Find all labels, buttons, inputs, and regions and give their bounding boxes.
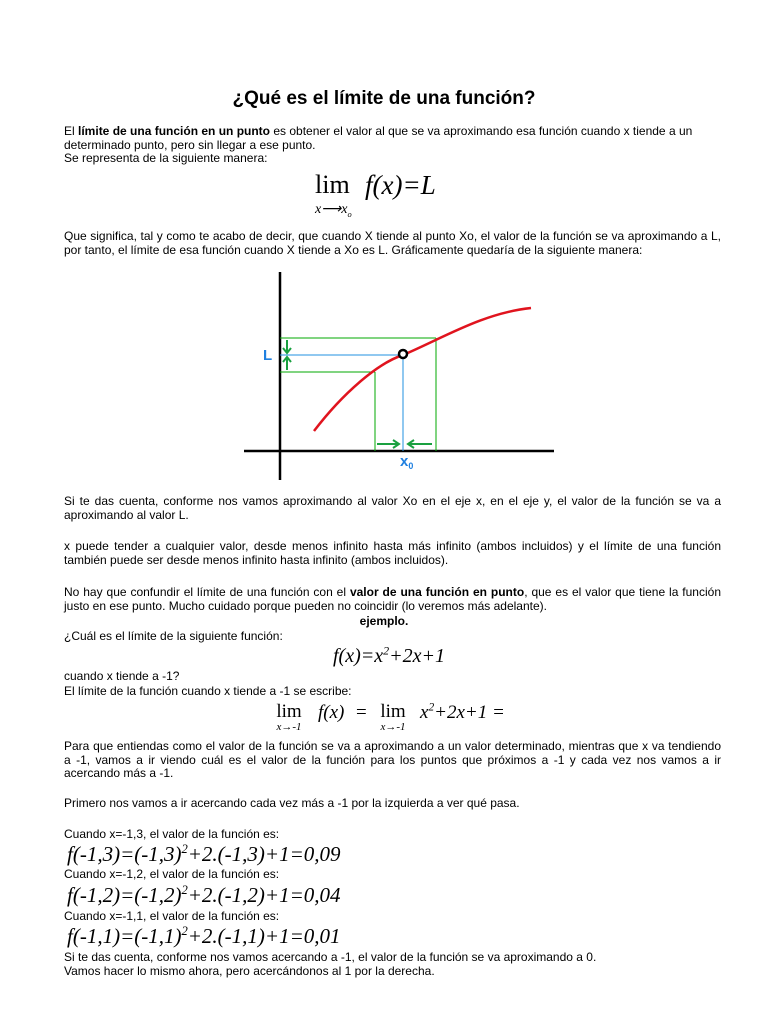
case-1-exp: 2 [181,842,188,856]
lim-subscript [315,201,352,218]
case-1-label: Cuando x=-1,3, el valor de la función es: [64,827,280,841]
poly-a: x [420,702,429,723]
lim-word: lim [315,170,350,199]
warning-post: , que es el valor que tiene la función justo en ese punto. Mucho cuidado porque pueden no coincidir (lo veremos más adelante). [64,585,721,613]
approach-explanation: Para que entiendas como el valor de la función se va a aproximando a un valor determinado, mientras que x va tendiendo a -1, vamos a ir viendo cuál es el valor de la función para los puntos que próximos a -1 y cada vez nos vamos a ir acercando más a -1. [64,739,721,780]
case-3-exp: 2 [181,924,188,938]
question-line: ¿Cuál es el límite de la siguiente función: [64,629,283,643]
case-2-a: f(-1,2)=(-1,2) [67,883,182,907]
sub-arrow: ⟶ [321,202,342,217]
approach-paragraph: Si te das cuenta, conforme nos vamos aproximando al valor Xo en el eje x, en el eje y, el valor de la función se va a aproximando al valor L. [64,494,721,522]
warning-bold: valor de una función en punto [349,585,525,599]
case-1-formula [67,842,341,867]
lim-left-word: lim [276,701,302,722]
case-2-exp: 2 [181,883,188,897]
x0-arrows [377,440,432,448]
poly-exp: 2 [428,701,435,714]
lim-eq: = [356,702,367,723]
example-heading: ejemplo. [359,614,409,628]
case-3-formula [67,924,341,949]
left-approach-line: Primero nos vamos a ir acercando cada vez más a -1 por la izquierda a ver qué pasa. [64,796,520,810]
meaning-paragraph: Que significa, tal y como te acabo de decir, que cuando X tiende al punto Xo, el valor de la función se va aproximando a L, por tanto, el límite de esa función cuando X tiende a Xo es L. Gráficamente quedaría de la siguiente manera: [64,229,721,257]
lim-right [376,702,410,733]
label-x: x [400,453,409,470]
infinity-paragraph: x puede tender a cualquier valor, desde menos infinito hasta más infinito (ambos incluidos) y el límite de una función también puede ser desde menos infinito hasta infinito (ambos incluidos). [64,539,721,567]
right-approach-line: Vamos hacer lo mismo ahora, pero acercándonos al 1 por la derecha. [64,964,435,978]
limit-example-formula [272,702,532,738]
intro-paragraph [64,125,721,166]
warning-pre: No hay que confundir el límite de una función con el [64,585,350,599]
case-2-label: Cuando x=-1,2, el valor de la función es: [64,867,280,881]
case-3-a: f(-1,1)=(-1,1) [67,924,182,948]
tends-line: cuando x tiende a -1? [64,669,180,683]
page-title: ¿Qué es el límite de una función? [232,88,536,109]
limit-expression: f(x)=L [365,170,436,200]
limit-graph [238,268,558,480]
written-line: El límite de la función cuando x tiende a -1 se escribe: [64,684,352,698]
case-3-b: +2.(-1,1)+1=0,01 [187,924,341,948]
poly-b: +2x+1 = [434,702,505,723]
warning-paragraph [64,586,721,613]
function-definition [333,645,445,668]
representation-line: Se representa de la siguiente manera: [64,151,268,165]
label-L: L [263,347,273,364]
lim-poly [420,702,505,724]
sub-x: x [315,202,322,217]
func-exp: 2 [383,643,390,658]
function-curve [314,308,531,431]
lim-left-sub: x→-1 [276,721,302,733]
case-2-formula [67,883,341,908]
intro-text-post: es obtener el valor al que se va aproximando esa función cuando x tiende a un determinado punto, pero sin llegar a ese punto. [64,124,693,152]
case-3-label: Cuando x=-1,1, el valor de la función es: [64,909,280,923]
lim-right-word: lim [380,701,406,722]
limit-definition-formula [315,170,495,220]
lim-fx: f(x) [318,702,345,723]
func-lhs: f(x)=x [333,645,384,667]
hollow-point [399,350,407,358]
conclusion-line: Si te das cuenta, conforme nos vamos acercando a -1, el valor de la función se va aproximando a 0. [64,950,597,964]
label-x0 [400,453,413,471]
sub-x0: x [341,202,348,217]
case-2-b: +2.(-1,2)+1=0,04 [187,883,341,907]
sub-o: o [347,209,352,219]
intro-bold-term: límite de una función en un punto [78,124,271,138]
label-x-sub: 0 [408,461,414,471]
lim-right-sub: x→-1 [380,721,406,733]
lim-left [272,702,306,733]
case-1-b: +2.(-1,3)+1=0,09 [187,842,341,866]
intro-text-pre: El [64,124,79,138]
case-1-a: f(-1,3)=(-1,3) [67,842,182,866]
func-rhs: +2x+1 [389,645,446,667]
